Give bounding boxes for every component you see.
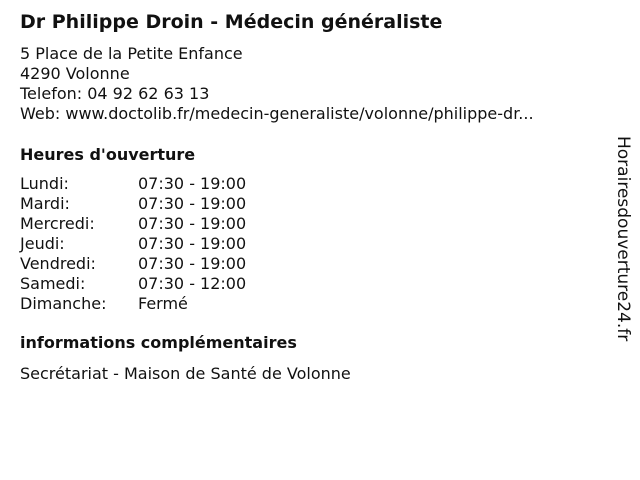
day-label: Jeudi: <box>20 234 65 253</box>
hours-row-monday <box>20 174 600 194</box>
time-value: 07:30 - 19:00 <box>138 174 247 193</box>
web-line <box>20 104 600 124</box>
site-watermark: Horairesdouverture24.fr <box>613 136 633 342</box>
time-value: 07:30 - 19:00 <box>138 254 247 273</box>
hours-row-friday <box>20 254 600 274</box>
page-title: Dr Philippe Droin - Médecin généraliste <box>20 11 443 33</box>
time-value: 07:30 - 19:00 <box>138 194 247 213</box>
address-line-1: 5 Place de la Petite Enfance <box>20 44 243 63</box>
web-label: Web: <box>20 104 66 123</box>
hours-row-saturday <box>20 274 600 294</box>
opening-hours-title: Heures d'ouverture <box>20 145 196 164</box>
hours-row-wednesday <box>20 214 600 234</box>
additional-info-text: Secrétariat - Maison de Santé de Volonne <box>20 364 351 383</box>
web-link[interactable]: www.doctolib.fr/medecin-generaliste/volonne/philippe-dr... <box>65 104 534 123</box>
day-label: Lundi: <box>20 174 69 193</box>
time-value: Fermé <box>138 294 188 313</box>
hours-row-sunday <box>20 294 600 314</box>
day-label: Samedi: <box>20 274 86 293</box>
opening-hours-table <box>20 174 600 314</box>
phone-line: Telefon: 04 92 62 63 13 <box>20 84 210 103</box>
hours-row-tuesday <box>20 194 600 214</box>
day-label: Mardi: <box>20 194 70 213</box>
day-label: Mercredi: <box>20 214 95 233</box>
contact-block <box>20 44 600 124</box>
hours-row-thursday <box>20 234 600 254</box>
time-value: 07:30 - 19:00 <box>138 234 247 253</box>
day-label: Vendredi: <box>20 254 96 273</box>
additional-info-title: informations complémentaires <box>20 333 297 352</box>
day-label: Dimanche: <box>20 294 107 313</box>
time-value: 07:30 - 12:00 <box>138 274 247 293</box>
business-card <box>20 9 600 384</box>
address-line-2: 4290 Volonne <box>20 64 130 83</box>
time-value: 07:30 - 19:00 <box>138 214 247 233</box>
